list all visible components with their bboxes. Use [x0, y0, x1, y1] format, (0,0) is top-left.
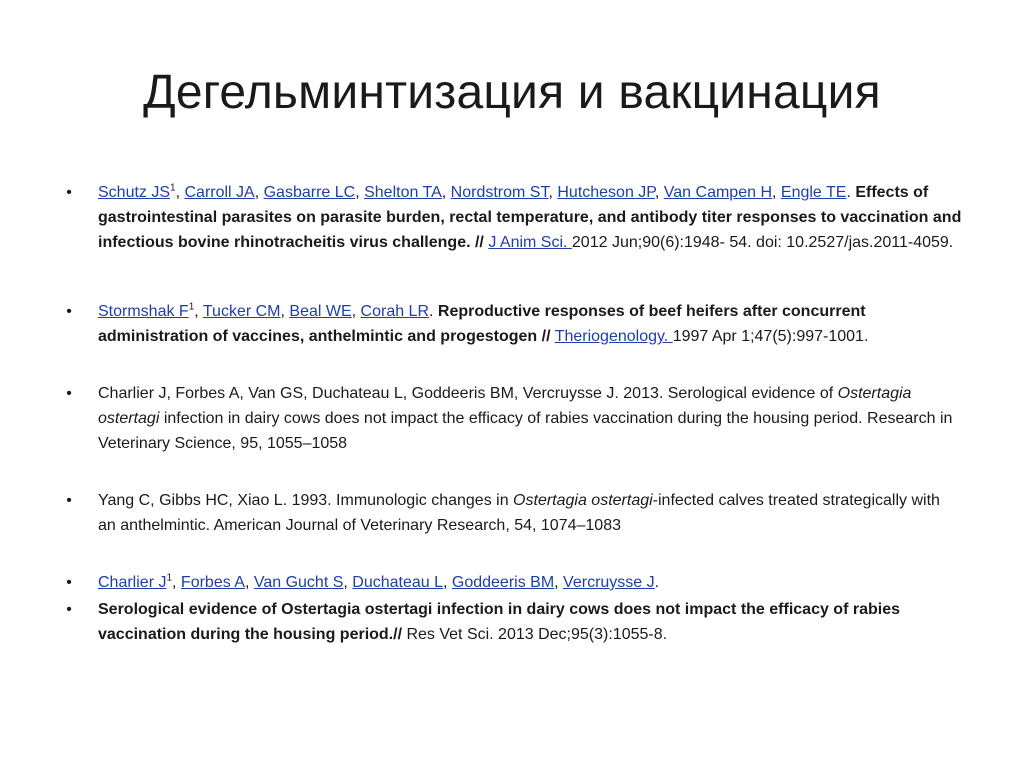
citation-details: 2012 Jun;90(6):1948- 54. doi: 10.2527/jas.2011-4059. [571, 234, 954, 251]
author-link[interactable]: Charlier J [98, 574, 167, 591]
author-link[interactable]: Van Campen H [663, 184, 772, 201]
journal-link[interactable]: J Anim Sci. [488, 234, 572, 251]
author-link[interactable]: Beal WE [289, 303, 352, 320]
slide-title: Дегельминтизация и вакцинация [143, 66, 881, 119]
separator: , [443, 574, 452, 591]
species-name: Ostertagia ostertagi [98, 385, 912, 427]
author-link[interactable]: Shelton TA [364, 184, 442, 201]
separator: , [772, 184, 781, 201]
author-link[interactable]: Gasbarre LC [263, 184, 356, 201]
citation-text: Yang C, Gibbs HC, Xiao L. 1993. Immunologic changes in [98, 492, 514, 509]
author-list-end: . [429, 303, 438, 320]
bullet: • [66, 385, 72, 402]
author-link[interactable]: Nordstrom ST [450, 184, 549, 201]
author-list-end: . [654, 574, 660, 591]
article-title: Effects of gastrointestinal parasites on parasite burden, rectal temperature, and antibody titer responses to vaccination and infectious bovine rhinotracheitis virus challenge. // [98, 184, 962, 251]
author-link[interactable]: Forbes A [180, 574, 245, 591]
reference-list [62, 180, 962, 647]
author-link[interactable]: Corah LR [360, 303, 430, 320]
reference-item [62, 570, 962, 595]
separator: , [548, 184, 558, 201]
author-link[interactable]: Carroll JA [184, 184, 255, 201]
bullet: • [66, 303, 72, 320]
separator: , [172, 574, 181, 591]
separator: , [254, 184, 264, 201]
citation-text: Charlier J, Forbes A, Van GS, Duchateau L, Goddeeris BM, Vercruysse J. 2013. Serological evidence of [98, 385, 838, 402]
separator: , [351, 303, 361, 320]
separator: , [554, 574, 564, 591]
author-link[interactable]: Stormshak F [98, 303, 189, 320]
species-name: Ostertagia ostertagi [513, 492, 653, 509]
reference-item [62, 180, 962, 255]
author-link[interactable]: Engle TE [780, 184, 847, 201]
author-link[interactable]: Vercruysse J [563, 574, 655, 591]
bullet: • [66, 492, 72, 509]
separator: , [194, 303, 203, 320]
separator: , [355, 184, 365, 201]
author-link[interactable]: Van Gucht S [253, 574, 344, 591]
bullet: • [66, 184, 72, 201]
author-link[interactable]: Schutz JS [98, 184, 171, 201]
article-title: Serological evidence of Ostertagia ostertagi infection in dairy cows does not impact the efficacy of rabies vaccination during the housing period.// [98, 601, 900, 643]
separator: , [343, 574, 353, 591]
separator: , [654, 184, 664, 201]
author-link[interactable]: Tucker CM [202, 303, 281, 320]
citation-details: Res Vet Sci. 2013 Dec;95(3):1055-8. [402, 626, 668, 643]
citation-text: infection in dairy cows does not impact the efficacy of rabies vaccination during the housing period. Research in Veterinary Science, 95, 1055–1058 [98, 410, 953, 452]
separator: , [244, 574, 254, 591]
separator: , [280, 303, 290, 320]
citation-text: -infected calves treated strategically with an anthelmintic. American Journal of Veterinary Research, 54, 1074–1083 [98, 492, 940, 534]
separator: , [441, 184, 451, 201]
separator: , [175, 184, 185, 201]
author-link[interactable]: Goddeeris BM [451, 574, 555, 591]
reference-item [62, 597, 962, 647]
bullet: • [66, 574, 72, 591]
reference-item [62, 299, 962, 349]
author-list-end: . [846, 184, 856, 201]
affiliation-mark: 1 [188, 301, 195, 313]
article-title: Reproductive responses of beef heifers after concurrent administration of vaccines, anthelmintic and progestogen // [98, 303, 866, 345]
journal-link[interactable]: Theriogenology. [554, 328, 673, 345]
citation-details: 1997 Apr 1;47(5):997-1001. [672, 328, 869, 345]
affiliation-mark: 1 [166, 572, 173, 584]
author-link[interactable]: Duchateau L [352, 574, 443, 591]
affiliation-mark: 1 [170, 182, 176, 194]
reference-item [62, 381, 962, 456]
bullet: • [66, 601, 72, 618]
author-link[interactable]: Hutcheson JP [557, 184, 655, 201]
reference-item [62, 488, 962, 538]
